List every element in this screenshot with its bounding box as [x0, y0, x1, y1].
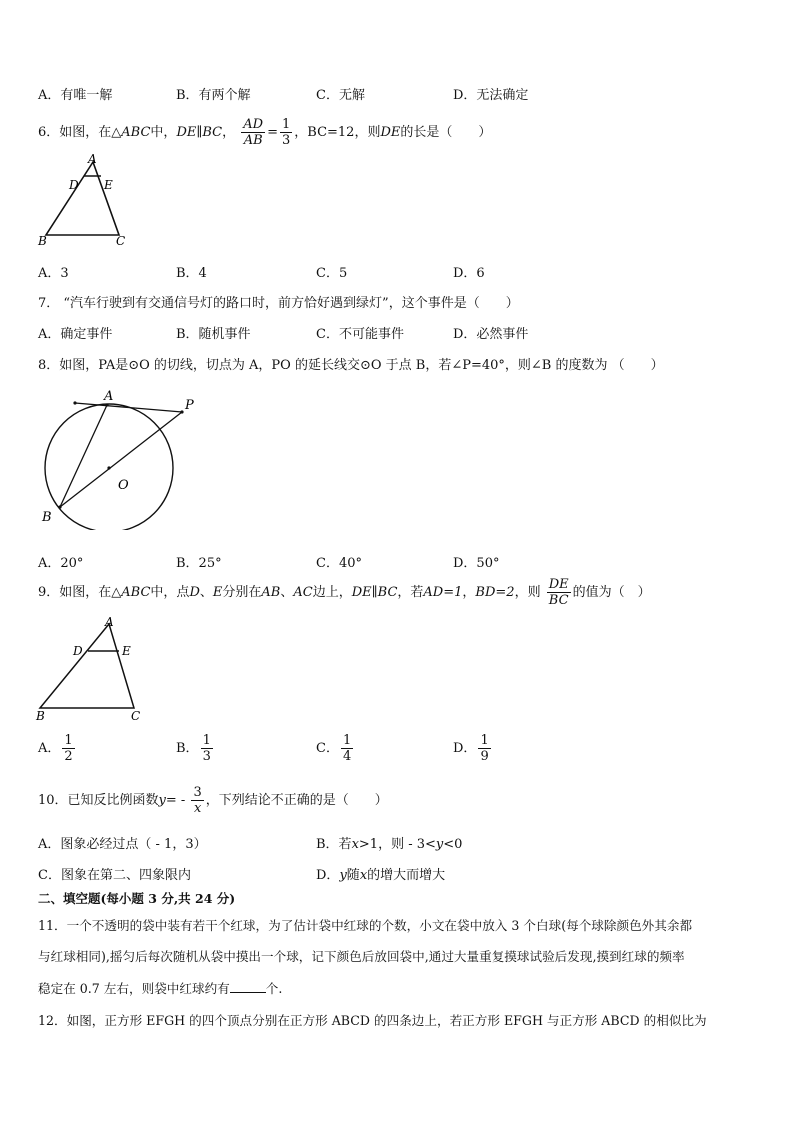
q9-e: E — [212, 585, 223, 600]
q10-option-d-y: y — [339, 868, 347, 883]
q10-den: x — [193, 801, 202, 816]
q9-option-a-den: 2 — [64, 749, 73, 764]
q9-option-a-num: 1 — [64, 733, 73, 748]
q5-option-a: A．有唯一解 — [38, 88, 113, 103]
q9-option-a — [38, 734, 77, 763]
q7-option-a: A．确定事件 — [38, 327, 113, 342]
q9-frac-num: DE — [548, 577, 569, 592]
q9-prefix: 9．如图，在 — [38, 585, 112, 600]
q8-option-c: C．40° — [316, 556, 362, 571]
q9-sep2: 、 — [280, 585, 294, 600]
q11-line1: 11．一个不透明的袋中装有若干个红球，为了估计袋中红球的个数，小文在袋中放入 3 个白球(每个球除颜色外其余都 — [38, 918, 693, 933]
q5-option-c: C．无解 — [316, 88, 365, 103]
q11-line3 — [38, 978, 282, 997]
q6-after: ，BC=12，则 — [294, 125, 381, 140]
q10-y: y — [158, 793, 166, 808]
q9-option-d-den: 9 — [480, 749, 489, 764]
q10-fraction — [191, 786, 203, 815]
q12-stem: 12．如图，正方形 EFGH 的四个顶点分别在正方形 ABCD 的四条边上，若正方形 EFGH 与正方形 ABCD 的相似比为 — [38, 1013, 707, 1028]
q6-prefix: 6．如图，在△ — [38, 125, 122, 140]
q10-option-d-end: 的增大而增大 — [367, 868, 446, 883]
q9-mid5: ，则 — [514, 585, 541, 600]
q9-option-b-fraction — [201, 734, 213, 763]
q6-de: DE — [176, 125, 197, 140]
q9-option-c — [316, 734, 355, 763]
q8-label-o: O — [118, 478, 129, 493]
q9-de-bc: DE∥BC — [351, 585, 398, 600]
q10-option-d-x: x — [359, 868, 368, 883]
q9-stem — [38, 578, 651, 607]
q6-frac-num: AD — [243, 117, 264, 132]
q9-mid3: 边上， — [312, 585, 352, 600]
q9-tri: △ABC — [111, 585, 151, 600]
q6-abc: ABC — [121, 125, 151, 140]
q9-option-c-letter: C． — [316, 741, 339, 756]
q9-option-d — [453, 734, 493, 763]
q6-label-d: D — [69, 178, 79, 192]
q10-prefix: 10．已知反比例函数 — [38, 793, 159, 808]
q10-stem — [38, 786, 388, 815]
q9-option-b-den: 3 — [202, 749, 211, 764]
q8-stem: 8．如图，PA是⊙O 的切线，切点为 A，PO 的延长线交⊙O 于点 B，若∠P=40°，则∠B 的度数为 （ ） — [38, 358, 664, 373]
q9-bd: BD=2 — [475, 585, 515, 600]
q11-answer-blank[interactable] — [230, 981, 266, 993]
q10-option-a: A．图象必经过点（ - 1，3） — [38, 837, 207, 852]
q10-option-b-pre: B．若 — [316, 837, 352, 852]
q11-line3-post: 个. — [265, 981, 283, 996]
q6-option-d: D．6 — [453, 266, 485, 281]
q11-line3-pre: 稳定在 0.7 左右，则袋中红球约有 — [38, 981, 230, 996]
q9-ad: AD=1 — [423, 585, 463, 600]
q9-ac: AC — [293, 585, 313, 600]
q8-option-b: B．25° — [176, 556, 222, 571]
q8-circle-figure — [36, 388, 206, 530]
q9-frac-den: BC — [548, 593, 569, 608]
q6-ratio-fraction — [241, 118, 265, 147]
q10-option-c: C．图象在第二、四象限内 — [38, 868, 191, 883]
q9-label-b: B — [36, 709, 45, 723]
q9-option-b — [176, 734, 215, 763]
q6-label-a: A — [88, 152, 97, 166]
q9-comma: ， — [462, 585, 476, 600]
q9-option-a-fraction — [62, 734, 74, 763]
q10-option-d — [316, 864, 445, 883]
q7-stem: 7． “汽车行驶到有交通信号灯的路口时，前方恰好遇到绿灯”，这个事件是（ ） — [38, 296, 519, 311]
q6-option-c: C．5 — [316, 266, 348, 281]
q10-eq: = - — [165, 793, 186, 808]
q6-label-e: E — [104, 178, 113, 192]
q10-option-b-end: <0 — [443, 837, 463, 852]
q10-option-b-mid: >1，则 - 3< — [358, 837, 436, 852]
q9-option-d-fraction — [478, 734, 490, 763]
q9-triangle-figure — [34, 614, 150, 724]
q9-label-d: D — [73, 644, 83, 658]
q9-option-c-num: 1 — [342, 733, 352, 748]
q8-label-b: B — [42, 510, 52, 525]
q8-label-a: A — [104, 389, 114, 404]
section2-title: 二、填空题(每小题 3 分,共 24 分) — [38, 891, 236, 906]
q6-option-a: A．3 — [38, 266, 69, 281]
q10-option-b-x: x — [351, 837, 359, 852]
q6-option-b: B．4 — [176, 266, 207, 281]
q10-tail: ，下列结论不正确的是（ ） — [205, 793, 388, 808]
q9-mid1: 中，点 — [150, 585, 190, 600]
q6-label-c: C — [116, 234, 126, 248]
q9-option-d-letter: D． — [453, 741, 477, 756]
q6-val-den: 3 — [282, 133, 291, 148]
q9-option-c-fraction — [341, 734, 353, 763]
q5-option-b: B．有两个解 — [176, 88, 251, 103]
q6-label-b: B — [38, 234, 47, 248]
q6-value-fraction — [280, 118, 292, 147]
q7-option-b: B．随机事件 — [176, 327, 251, 342]
q6-parallel: ∥ — [196, 125, 203, 140]
q9-ab: AB — [261, 585, 281, 600]
q6-de2: DE — [380, 125, 401, 140]
q9-option-c-den: 4 — [342, 749, 352, 764]
q10-num: 3 — [193, 785, 202, 800]
q6-triangle-figure — [34, 152, 134, 248]
q6-val-num: 1 — [282, 117, 291, 132]
q5-option-d: D．无法确定 — [453, 88, 529, 103]
q9-tail: 的值为（ ） — [572, 585, 651, 600]
q8-option-d: D．50° — [453, 556, 500, 571]
q9-mid2: 分别在 — [222, 585, 262, 600]
q9-mid4: ，若 — [397, 585, 424, 600]
q9-option-a-letter: A． — [38, 741, 61, 756]
q9-fraction — [547, 578, 571, 607]
q7-option-c: C．不可能事件 — [316, 327, 404, 342]
q6-bc: BC — [202, 125, 223, 140]
q8-option-a: A．20° — [38, 556, 84, 571]
q6-tail: 的长是（ ） — [400, 125, 492, 140]
q9-label-e: E — [122, 644, 131, 658]
q6-stem — [38, 118, 491, 147]
q10-option-b-y: y — [435, 837, 444, 852]
q9-option-d-num: 1 — [480, 733, 489, 748]
q7-option-d: D．必然事件 — [453, 327, 529, 342]
q9-option-b-num: 1 — [202, 733, 211, 748]
q9-label-a: A — [105, 615, 114, 629]
q10-option-d-pre: D． — [316, 868, 340, 883]
q9-label-c: C — [131, 709, 141, 723]
q8-label-p: P — [185, 398, 194, 413]
q10-option-b — [316, 833, 462, 852]
q6-mid1: 中， — [150, 125, 177, 140]
q11-line2: 与红球相同),摇匀后每次随机从袋中摸出一个球，记下颜色后放回袋中,通过大量重复摸球试验后发现,摸到红球的频率 — [38, 949, 685, 964]
q9-option-b-letter: B． — [176, 741, 199, 756]
q9-sep: 、 — [199, 585, 213, 600]
q6-frac-den: AB — [243, 133, 263, 148]
q6-comma: ， — [222, 125, 236, 140]
q9-d: D — [189, 585, 200, 600]
q10-option-d-mid: 随 — [346, 868, 360, 883]
q6-eq: = — [267, 125, 278, 140]
